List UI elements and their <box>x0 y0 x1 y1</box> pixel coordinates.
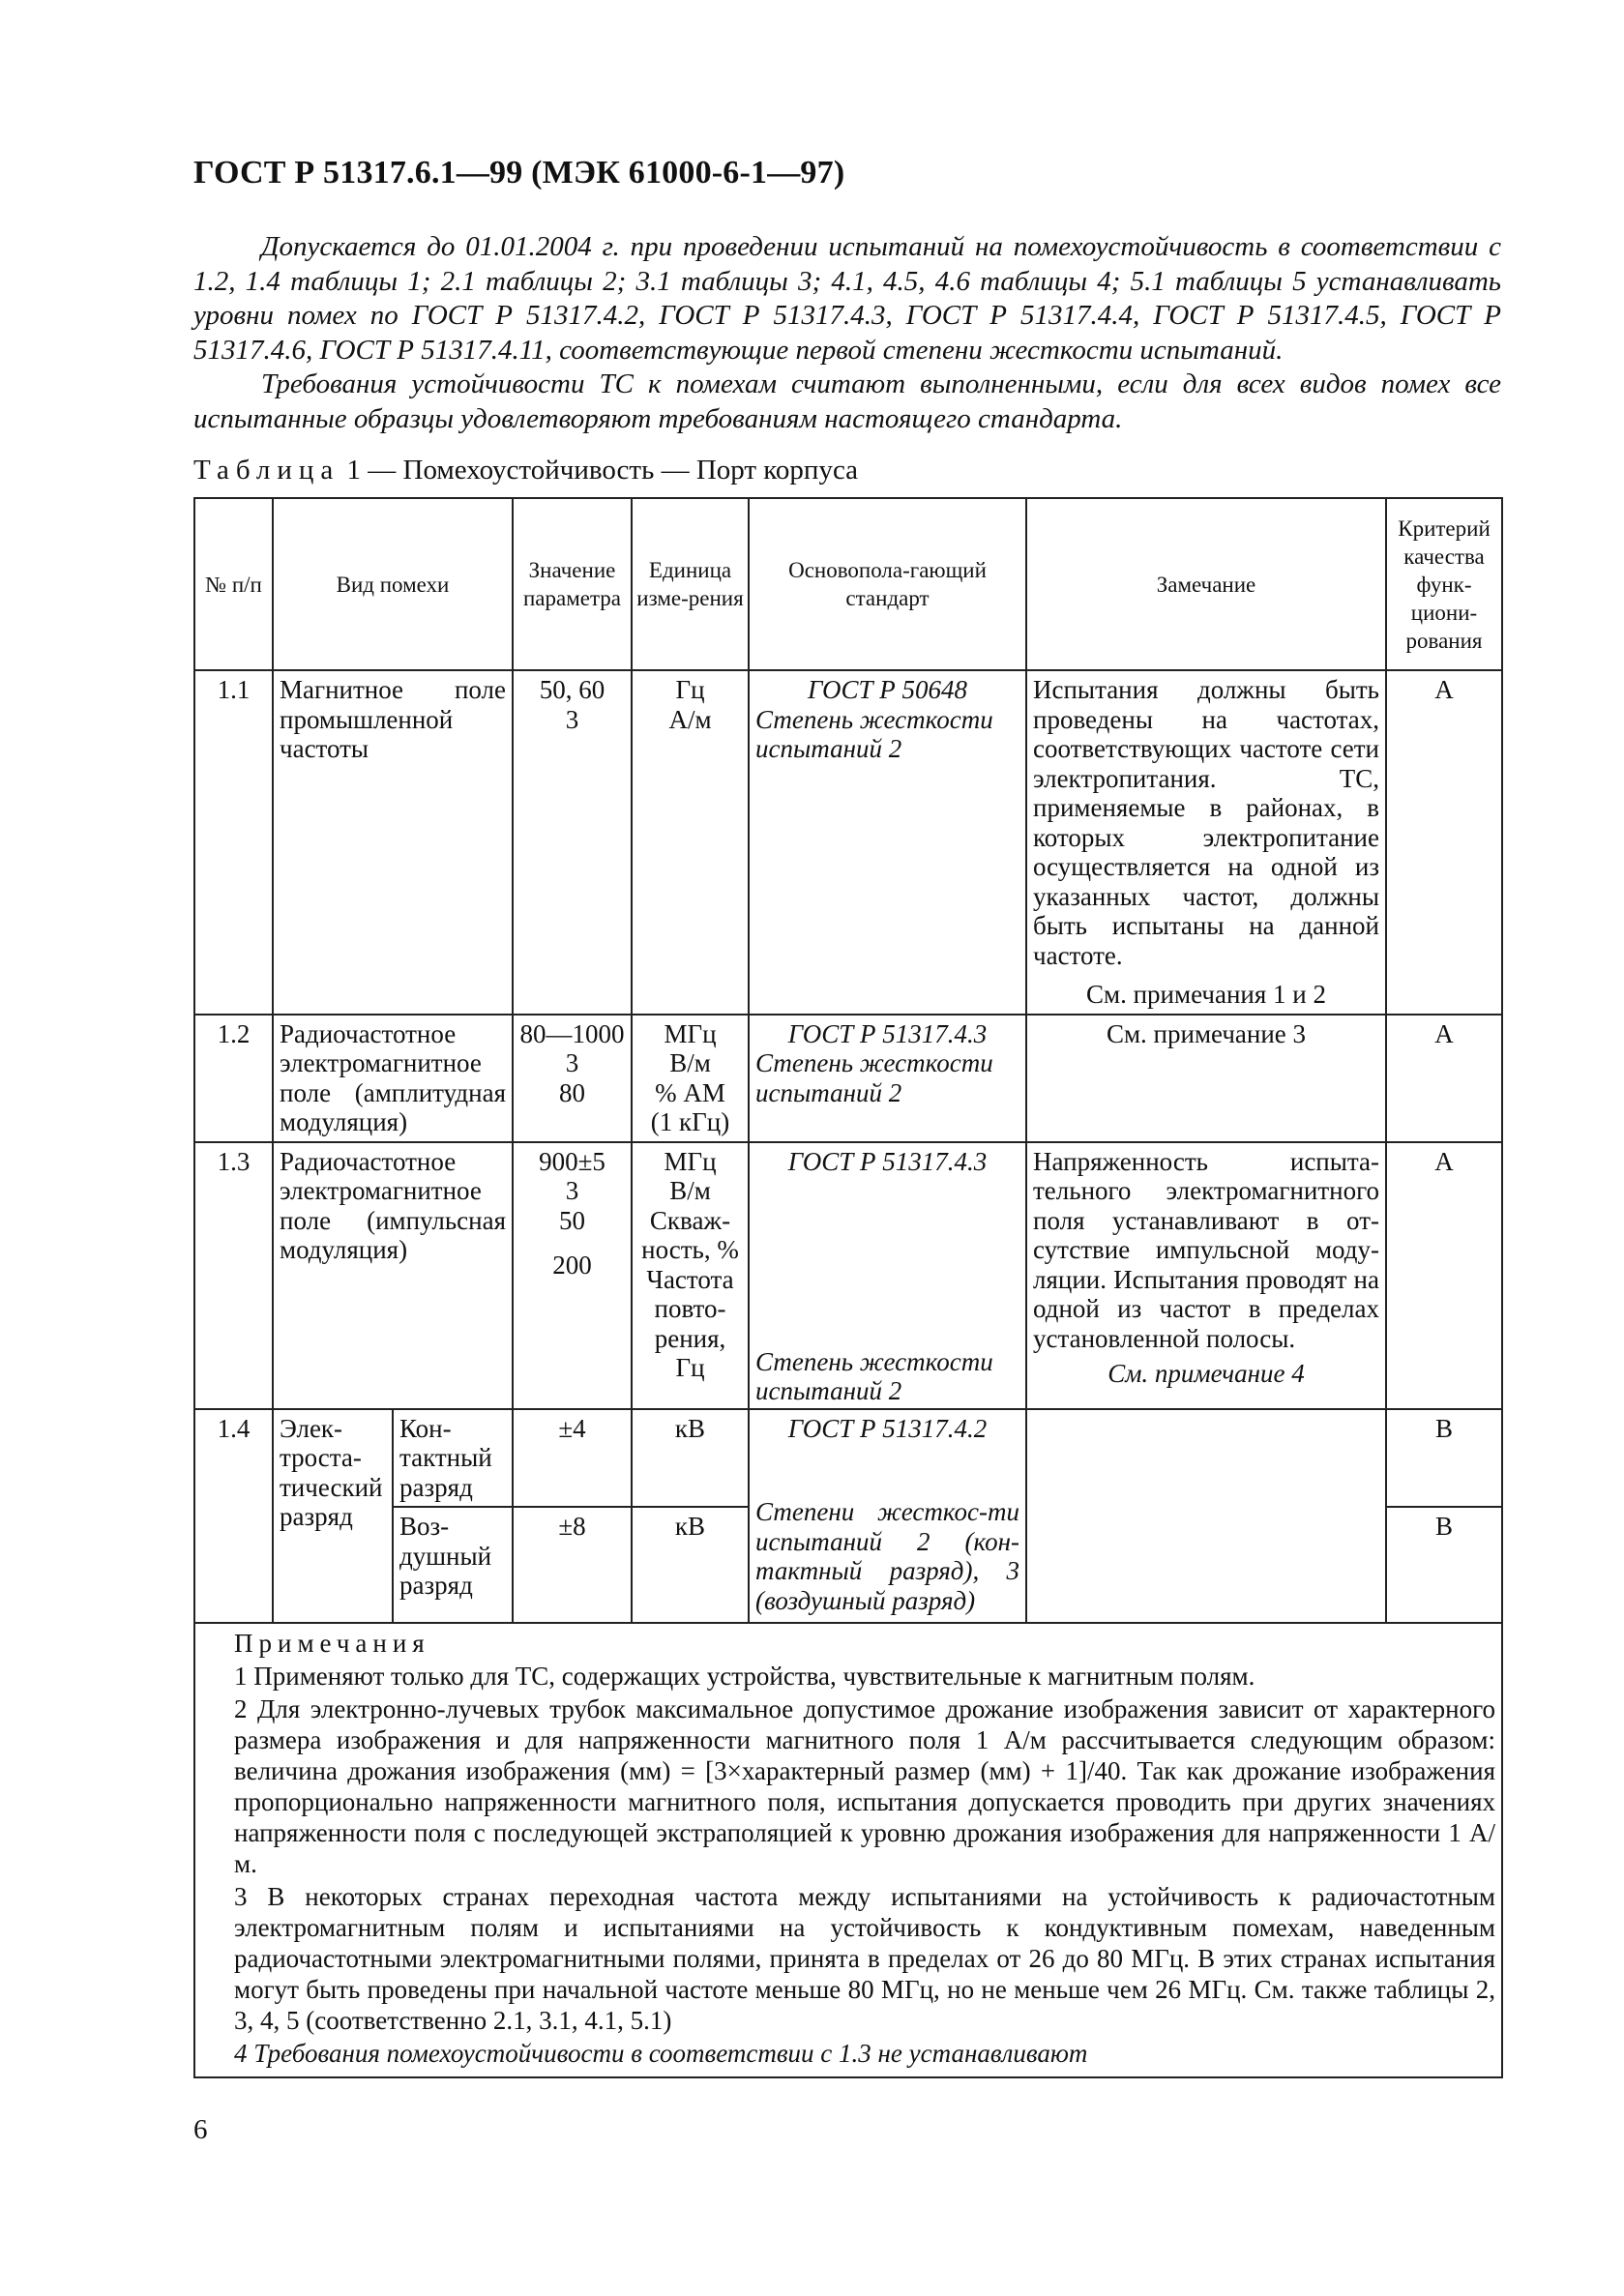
col-remark: Замечание <box>1026 498 1386 670</box>
intro-text <box>193 230 1501 436</box>
standard-name: ГОСТ Р 51317.4.3 <box>787 1018 988 1048</box>
intro-paragraph-1: Допускается до 01.01.2004 г. при проведении испытаний на помехоустойчивость в соответствии с 1.2, 1.4 таблицы 1; 2.1 таблицы 2; 3.1 таблицы 3; 4.1, 4.5, 4.6 таблицы 4; 5.1 таблицы 5 устанавливать уровни помех по ГОСТ Р 51317.4.2, ГОСТ Р 51317.4.3, ГОСТ Р 51317.4.4, ГОСТ Р 51317.4.5, ГОСТ Р 51317.4.6, ГОСТ Р 51317.4.11, соответствующие первой степени жесткости испытаний. <box>193 231 1501 366</box>
value-line: 50 <box>559 1205 585 1235</box>
row-type: Радиочастотное электромагнитное поле (импульсная модуляция) <box>273 1142 513 1409</box>
note-3: 3 В некоторых странах переходная частота между испытаниями на устойчивость к радиочастотным электромагнитным полям и испытаниями на устойчивость к кондуктивным помехам, наведенным радиочастотными электромагнитными полями, принята в пределах от 26 до 80 МГц. В этих странах испытания могут быть проведены при начальной частоте меньше 80 МГц, но не меньше чем 26 МГц. См. также таблицы 2, 3, 4, 5 (соответственно 2.1, 3.1, 4.1, 5.1) <box>234 1882 1495 2035</box>
standard-name: ГОСТ Р 50648 <box>807 675 968 704</box>
page-number: 6 <box>193 2114 208 2145</box>
unit-line: Частота повто-рения, Гц <box>646 1264 734 1382</box>
row-num: 1.3 <box>194 1142 273 1409</box>
row-value <box>513 1015 632 1142</box>
unit-line: (1 кГц) <box>650 1107 730 1136</box>
remark-note: См. примечания 1 и 2 <box>1086 980 1326 1009</box>
value-line: 3 <box>565 1048 579 1077</box>
table-header-row <box>194 498 1502 670</box>
row-criterion: А <box>1386 1142 1502 1409</box>
value-line: 3 <box>565 704 579 734</box>
unit-line: В/м <box>669 1048 711 1077</box>
row-standard <box>749 1142 1026 1409</box>
col-criterion: Критерий качества функ-циони-рования <box>1386 498 1502 670</box>
row-value: ±4 <box>513 1409 632 1508</box>
value-line: 50, 60 <box>539 675 605 704</box>
row-num: 1.1 <box>194 670 273 1015</box>
value-line: 200 <box>552 1251 592 1280</box>
row-num: 1.4 <box>194 1409 273 1624</box>
unit-line: МГц <box>664 1018 717 1048</box>
unit-line: Скваж-ность, % <box>641 1205 739 1264</box>
note-2: 2 Для электронно-лучевых трубок максимальное допустимое дрожание изображения зависит от характерного размера изображения и для напряженности магнитного поля 1 А/м рассчитывается следующим образом: величина дрожания изображения (мм) = [3×характерный размер (мм) + 1]/40. Так как дрожание изображения пропорционально напряженности магнитного поля, испытания допускается проводить при других значениях напряженности поля с последующей экстраполяцией к уровню дрожания изображения для напряженности 1 А/м. <box>234 1694 1495 1878</box>
row-value <box>513 1142 632 1409</box>
col-num: № п/п <box>194 498 273 670</box>
severity-degree: Степень жесткости испытаний 2 <box>755 1346 993 1405</box>
row-criterion: В <box>1386 1507 1502 1623</box>
row-criterion: В <box>1386 1409 1502 1508</box>
document-header: ГОСТ Р 51317.6.1—99 (МЭК 61000-6-1—97) <box>193 155 845 191</box>
table-row <box>194 1015 1502 1142</box>
severity-degree: Степень жесткости испытаний 2 <box>755 704 993 763</box>
row-subtype: Кон-тактный разряд <box>393 1409 513 1508</box>
table-notes <box>194 1623 1502 2077</box>
spacer <box>519 1235 625 1251</box>
row-remark <box>1026 670 1386 1015</box>
remark-text: Испытания должны быть проведены на частотах, соответствующих частоте сети электропитания. ТС, применяемые в районах, в которых электропитание осуществляется на одной из указанных частот, должны быть испытаны на данной частоте. <box>1033 675 1379 970</box>
row-unit: кВ <box>632 1409 749 1508</box>
notes-title: Примечания <box>234 1629 430 1658</box>
remark-text: Напряженность испыта-тельного электромагнитного поля устанавливают в от-сутствие импульсной моду-ляции. Испытания проводят на одной из частот в пределах установленной полосы. <box>1033 1146 1379 1353</box>
row-criterion: А <box>1386 1015 1502 1142</box>
table-caption-label: Таблица <box>193 455 340 486</box>
col-value: Значение параметра <box>513 498 632 670</box>
row-unit <box>632 1015 749 1142</box>
intro-paragraph-2: Требования устойчивости ТС к помехам считают выполненными, если для всех видов помех все испытанные образцы удовлетворяют требованиям настоящего стандарта. <box>193 368 1501 434</box>
row-criterion: А <box>1386 670 1502 1015</box>
row-unit <box>632 670 749 1015</box>
note-4: 4 Требования помехоустойчивости в соответствии с 1.3 не устанавливают <box>234 2039 1088 2068</box>
note-1: 1 Применяют только для ТС, содержащих устройства, чувствительные к магнитным полям. <box>234 1662 1255 1691</box>
row-remark <box>1026 1409 1386 1624</box>
row-type: Магнитное поле промышленной частоты <box>273 670 513 1015</box>
value-line: 3 <box>565 1176 579 1205</box>
col-type: Вид помехи <box>273 498 513 670</box>
standard-name: ГОСТ Р 51317.4.3 <box>787 1146 988 1176</box>
table-caption <box>193 455 858 486</box>
row-num: 1.2 <box>194 1015 273 1142</box>
severity-degree: Степени жесткос-ти испытаний 2 (кон-тактный разряд), 3 (воздушный разряд) <box>755 1497 1019 1615</box>
table-caption-text: 1 — Помехоустойчивость — Порт корпуса <box>346 455 859 486</box>
unit-line: МГц <box>664 1146 717 1176</box>
row-type: Элек-троста-тический разряд <box>273 1409 393 1624</box>
immunity-table <box>193 497 1503 2078</box>
severity-degree: Степень жесткости испытаний 2 <box>755 1048 993 1107</box>
table-row <box>194 670 1502 1015</box>
row-standard <box>749 1409 1026 1624</box>
value-line: 80—1000 <box>519 1018 625 1048</box>
row-value <box>513 670 632 1015</box>
col-standard: Основопола-гающий стандарт <box>749 498 1026 670</box>
unit-line: В/м <box>669 1176 711 1205</box>
row-standard <box>749 1015 1026 1142</box>
row-standard <box>749 670 1026 1015</box>
standard-name: ГОСТ Р 51317.4.2 <box>787 1413 988 1443</box>
row-unit <box>632 1142 749 1409</box>
row-unit: кВ <box>632 1507 749 1623</box>
unit-line: % АМ <box>655 1077 725 1107</box>
row-type: Радиочастотное электромагнитное поле (амплитудная модуляция) <box>273 1015 513 1142</box>
table-row <box>194 1409 1502 1508</box>
table-notes-row <box>194 1623 1502 2077</box>
remark-note: См. примечание 4 <box>1107 1359 1305 1388</box>
col-unit: Единица изме-рения <box>632 498 749 670</box>
row-value: ±8 <box>513 1507 632 1623</box>
unit-line: А/м <box>668 704 712 734</box>
table-row <box>194 1142 1502 1409</box>
row-remark: См. примечание 3 <box>1026 1015 1386 1142</box>
unit-line: Гц <box>675 675 705 704</box>
value-line: 900±5 <box>539 1146 605 1176</box>
value-line: 80 <box>559 1077 585 1107</box>
row-remark <box>1026 1142 1386 1409</box>
row-subtype: Воз-душный разряд <box>393 1507 513 1623</box>
